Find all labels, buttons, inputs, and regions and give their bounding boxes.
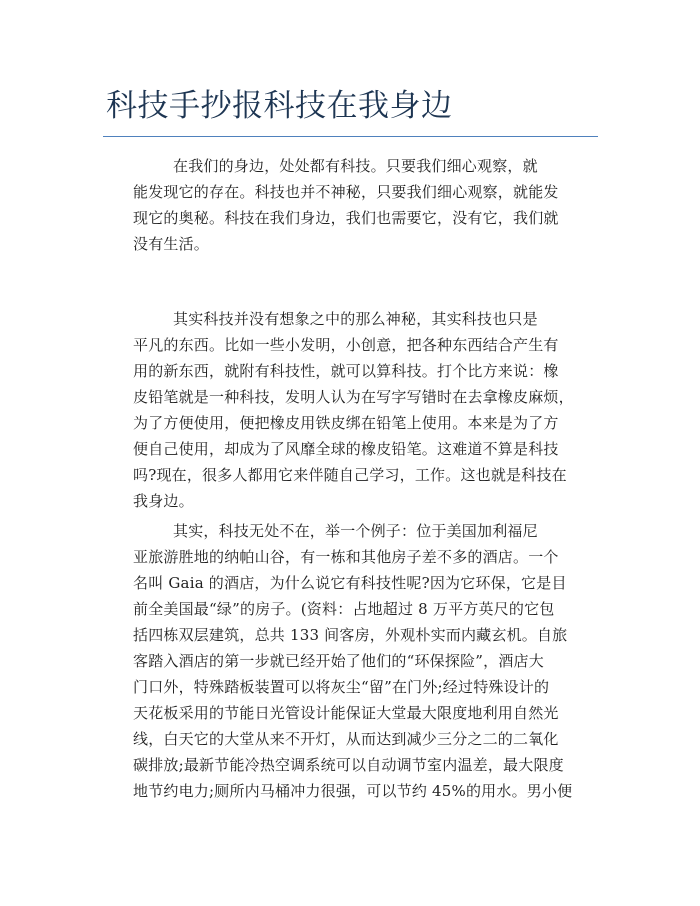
paragraph-line: 用的新东西，就附有科技性，就可以算科技。打个比方来说：橡 [133, 362, 559, 380]
paragraph-line: 线，白天它的大堂从来不开灯，从而达到减少三分之二的二氧化 [133, 730, 559, 748]
title-divider [103, 136, 598, 137]
paragraph-line: 在我们的身边，处处都有科技。只要我们细心观察，就 [173, 157, 538, 175]
paragraph-line: 客踏入酒店的第一步就已经开始了他们的“环保探险”，酒店大 [133, 652, 544, 670]
paragraph-line: 我身边。 [133, 492, 194, 510]
paragraph-line: 名叫 Gaia 的酒店，为什么说它有科技性呢?因为它环保，它是目 [133, 574, 567, 592]
paragraph-line: 碳排放;最新节能冷热空调系统可以自动调节室内温差，最大限度 [133, 756, 564, 774]
paragraph-line: 其实，科技无处不在，举一个例子：位于美国加利福尼 [173, 522, 538, 540]
paragraph-line: 其实科技并没有想象之中的那么神秘，其实科技也只是 [173, 310, 538, 328]
paragraph-line: 吗?现在，很多人都用它来伴随自己学习，工作。这也就是科技在 [133, 466, 567, 484]
document-title: 科技手抄报科技在我身边 [106, 88, 453, 124]
paragraph-line: 天花板采用的节能日光管设计能保证大堂最大限度地利用自然光 [133, 704, 559, 722]
paragraph-line: 亚旅游胜地的纳帕山谷，有一栋和其他房子差不多的酒店。一个 [133, 548, 559, 566]
paragraph-line: 皮铅笔就是一种科技，发明人认为在写字写错时在去拿橡皮麻烦， [133, 388, 574, 406]
paragraph-line: 现它的奥秘。科技在我们身边，我们也需要它，没有它，我们就 [133, 209, 559, 227]
paragraph-line: 地节约电力;厕所内马桶冲力很强，可以节约 45%的用水。男小便 [133, 782, 573, 800]
paragraph-line: 便自己使用，却成为了风靡全球的橡皮铅笔。这难道不算是科技 [133, 440, 559, 458]
paragraph-line: 括四栋双层建筑，总共 133 间客房，外观朴实而内藏玄机。自旅 [133, 626, 568, 644]
paragraph-line: 前全美国最“绿”的房子。(资料：占地超过 8 万平方英尺的它包 [133, 600, 555, 618]
paragraph-line: 门口外，特殊踏板装置可以将灰尘“留”在门外;经过特殊设计的 [133, 678, 550, 696]
paragraph-line: 为了方便使用，便把橡皮用铁皮绑在铅笔上使用。本来是为了方 [133, 414, 559, 432]
paragraph-line: 平凡的东西。比如一些小发明，小创意，把各种东西结合产生有 [133, 336, 559, 354]
paragraph-line: 能发现它的存在。科技也并不神秘，只要我们细心观察，就能发 [133, 183, 559, 201]
paragraph-line: 没有生活。 [133, 235, 210, 253]
